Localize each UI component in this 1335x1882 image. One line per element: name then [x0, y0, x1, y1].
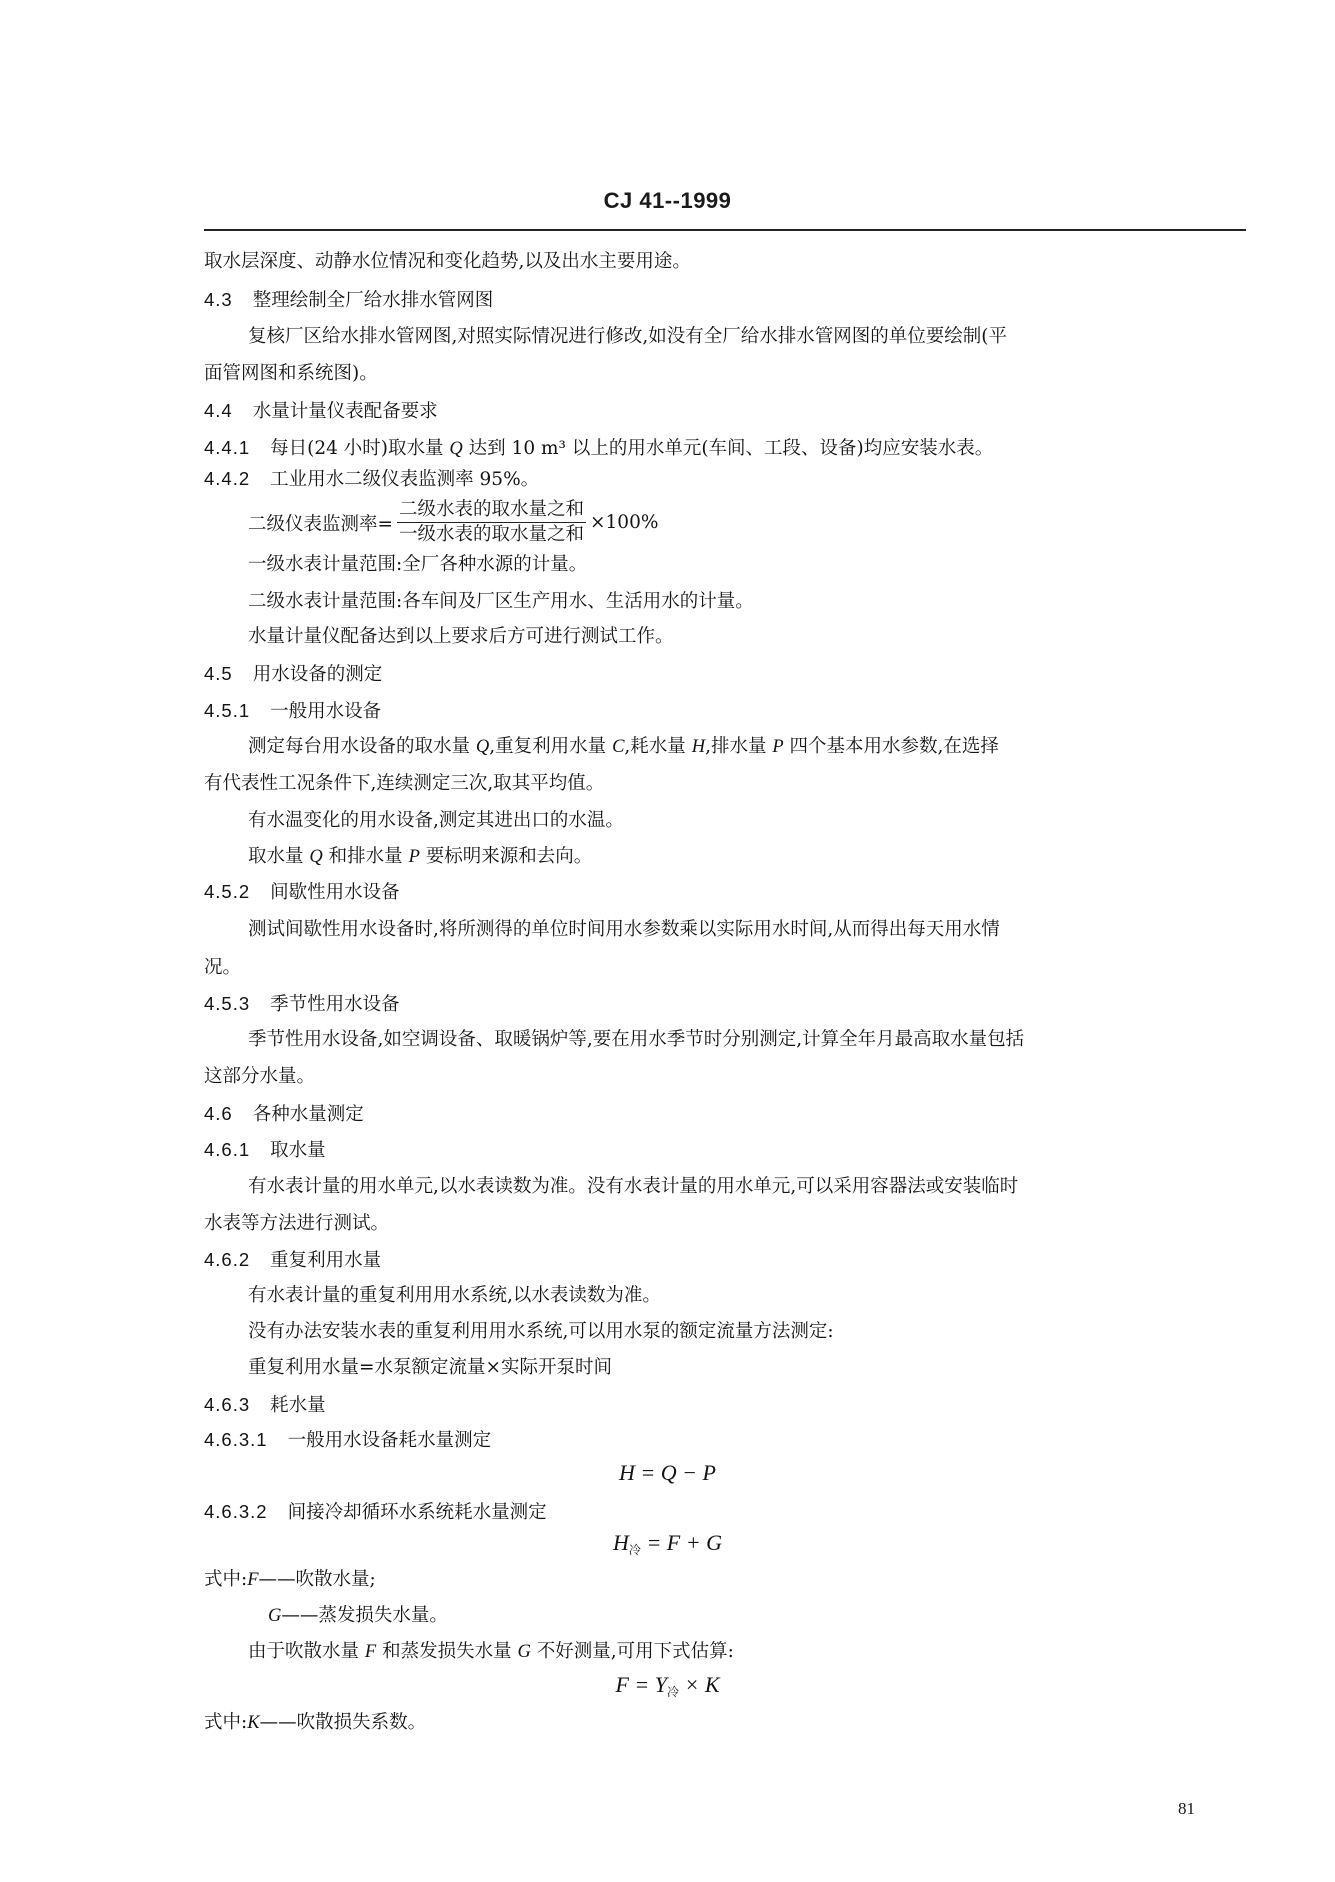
paragraph-line: [204, 772, 604, 796]
section-heading-4-6-3: [204, 1393, 326, 1418]
paragraph-line: [248, 1175, 1018, 1199]
definition-line: [268, 1604, 448, 1628]
blowdown-formula: [0, 1672, 1335, 1700]
text: 有水温变化的用水设备,测定其进出口的水温。: [248, 810, 624, 831]
section-heading-4-3: [204, 288, 493, 313]
text: 水表等方法进行测试。: [204, 1213, 390, 1234]
section-heading-4-6-2: [204, 1248, 381, 1273]
section-number: 4.6.3.1: [204, 1429, 268, 1450]
text: 有水表计量的用水单元,以水表读数为准。没有水表计量的用水单元,可以采用容器法或安装临时: [248, 1176, 1019, 1197]
section-title: 季节性用水设备: [270, 994, 400, 1015]
paragraph-line: [248, 1028, 1024, 1052]
section-title: 水量计量仪表配备要求: [252, 401, 438, 422]
math-symbol: P: [408, 847, 420, 867]
text: 这部分水量。: [204, 1066, 316, 1087]
paragraph-line: [248, 809, 624, 833]
section-heading-4-6-3-2: [204, 1500, 547, 1525]
document-header: CJ 41--1999: [603, 188, 732, 213]
text: 复核厂区给水排水管网图,对照实际情况进行修改,如没有全厂给水排水管网图的单位要绘制(平: [248, 326, 1007, 347]
text: ,重复利用水量: [489, 736, 607, 757]
section-title: 用水设备的测定: [252, 664, 383, 685]
paragraph-line: [204, 1212, 389, 1236]
consumption-formula: [0, 1460, 1335, 1486]
math-symbol: C: [612, 737, 625, 757]
section-heading-4-5-3: [204, 992, 400, 1017]
text: 测定每台用水设备的取水量: [248, 736, 471, 757]
fraction-denominator: 一级水表的取水量之和: [399, 524, 585, 545]
paragraph-line: [248, 1284, 661, 1308]
text: 水量计量仪配备达到以上要求后方可进行测试工作。: [248, 626, 674, 647]
section-title: 一般用水设备: [270, 701, 382, 722]
section-title: 重复利用水量: [270, 1250, 382, 1271]
formula-text: F = Y: [615, 1672, 667, 1697]
section-title: 工业用水二级仪表监测率 95%。: [270, 469, 540, 490]
text: ——吹散损失系数。: [259, 1712, 427, 1733]
paragraph-line: [248, 590, 754, 614]
fraction-numerator: 二级水表的取水量之和: [397, 499, 586, 523]
section-number: 4.6.3.2: [204, 1501, 268, 1522]
section-heading-4-5-2: [204, 880, 400, 905]
section-heading-4-4-1: [204, 436, 993, 461]
section-title: 间歇性用水设备: [270, 882, 400, 903]
text: 四个基本用水参数,在选择: [789, 736, 999, 757]
text: 取水量: [248, 846, 304, 867]
section-heading-4-4-2: [204, 467, 539, 492]
text: 达到 10 m³ 以上的用水单元(车间、工段、设备)均应安装水表。: [468, 438, 994, 459]
text: 一级水表计量范围:全厂各种水源的计量。: [248, 554, 588, 575]
section-title: 取水量: [270, 1140, 326, 1161]
math-symbol: K: [247, 1713, 260, 1733]
cooling-consumption-formula: [0, 1530, 1335, 1558]
paragraph-line: [248, 1356, 612, 1380]
text: 要标明来源和去向。: [425, 846, 593, 867]
header-rule: [204, 229, 1246, 231]
text: 和蒸发损失水量: [382, 1641, 512, 1662]
text: 有代表性工况条件下,连续测定三次,取其平均值。: [204, 773, 605, 794]
section-number: 4.5.1: [204, 700, 251, 721]
paragraph-line: [248, 553, 587, 577]
paragraph-line: [204, 250, 691, 274]
text: 测试间歇性用水设备时,将所测得的单位时间用水参数乘以实际用水时间,从而得出每天用水情: [248, 919, 1000, 940]
text: 每日(24 小时)取水量: [270, 438, 444, 459]
math-symbol: Q: [449, 439, 463, 459]
text: 式中:: [204, 1712, 248, 1733]
text: ,耗水量: [624, 736, 686, 757]
paragraph-line: [204, 956, 241, 980]
section-number: 4.4.2: [204, 468, 251, 489]
text: 取水层深度、动静水位情况和变化趋势,以及出水主要用途。: [204, 251, 691, 272]
section-title: 一般用水设备耗水量测定: [287, 1430, 492, 1451]
text: 没有办法安装水表的重复利用用水系统,可以用水泵的额定流量方法测定:: [248, 1321, 834, 1342]
section-title: 耗水量: [270, 1395, 326, 1416]
formula-subscript: 冷: [628, 1543, 641, 1557]
text: 况。: [204, 957, 242, 978]
math-symbol: H: [691, 737, 706, 757]
section-number: 4.6.2: [204, 1249, 251, 1270]
paragraph-line: [248, 325, 1007, 349]
section-heading-4-6: [204, 1102, 364, 1127]
formula-symbol: H: [613, 1530, 629, 1555]
math-symbol: P: [772, 737, 784, 757]
section-heading-4-6-1: [204, 1138, 326, 1163]
paragraph-line: [204, 1065, 315, 1089]
section-number: 4.6.3: [204, 1394, 251, 1415]
text: 不好测量,可用下式估算:: [536, 1641, 734, 1662]
formula-subscript: 冷: [666, 1685, 679, 1699]
section-title: 间接冷却循环水系统耗水量测定: [287, 1502, 547, 1523]
section-number: 4.5: [204, 663, 233, 684]
monitoring-rate-formula: [248, 499, 658, 546]
math-symbol: F: [247, 1570, 259, 1590]
math-symbol: F: [364, 1642, 377, 1662]
text: 由于吹散水量: [248, 1641, 360, 1662]
math-symbol: G: [517, 1642, 531, 1662]
math-symbol: G: [268, 1606, 282, 1626]
text: 季节性用水设备,如空调设备、取暖锅炉等,要在用水季节时分别测定,计算全年月最高取水量包括: [248, 1029, 1025, 1050]
definition-line: [204, 1568, 376, 1592]
section-heading-4-6-3-1: [204, 1428, 491, 1453]
section-heading-4-5-1: [204, 699, 381, 724]
section-number: 4.6.1: [204, 1139, 251, 1160]
definition-line: [204, 1711, 426, 1735]
text: ——蒸发损失水量。: [281, 1605, 448, 1626]
paragraph-line: [248, 918, 1000, 942]
math-symbol: Q: [309, 847, 323, 867]
text: 式中:: [204, 1569, 248, 1590]
section-number: 4.6: [204, 1103, 233, 1124]
section-heading-4-5: [204, 662, 382, 687]
section-number: 4.5.2: [204, 881, 251, 902]
text: 有水表计量的重复利用用水系统,以水表读数为准。: [248, 1285, 661, 1306]
text: 面管网图和系统图)。: [204, 363, 378, 384]
section-heading-4-4: [204, 399, 438, 424]
text: ,排水量: [705, 736, 767, 757]
section-number: 4.4: [204, 400, 233, 421]
paragraph-line: [248, 1640, 734, 1664]
text: 二级水表计量范围:各车间及厂区生产用水、生活用水的计量。: [248, 591, 754, 612]
paragraph-line: [248, 845, 592, 869]
fraction: [397, 499, 586, 546]
formula-rhs: ×100%: [590, 512, 659, 533]
formula-lhs: 二级仪表监测率=: [248, 513, 394, 535]
formula-text: = F + G: [640, 1530, 722, 1555]
section-title: 整理绘制全厂给水排水管网图: [252, 290, 494, 311]
formula-text: × K: [679, 1672, 720, 1697]
section-number: 4.4.1: [204, 437, 251, 458]
text: 重复利用水量=水泵额定流量×实际开泵时间: [248, 1357, 613, 1378]
section-number: 4.3: [204, 289, 233, 310]
paragraph-line: [248, 1320, 834, 1344]
paragraph-line: [248, 735, 999, 759]
text: 和排水量: [328, 846, 403, 867]
text: ——吹散水量;: [258, 1569, 376, 1590]
paragraph-line: [204, 362, 378, 386]
section-title: 各种水量测定: [252, 1104, 364, 1125]
section-number: 4.5.3: [204, 993, 251, 1014]
formula-text: H = Q − P: [619, 1460, 716, 1485]
math-symbol: Q: [475, 737, 490, 757]
paragraph-line: [248, 625, 674, 649]
page-number: 81: [1178, 1799, 1195, 1818]
